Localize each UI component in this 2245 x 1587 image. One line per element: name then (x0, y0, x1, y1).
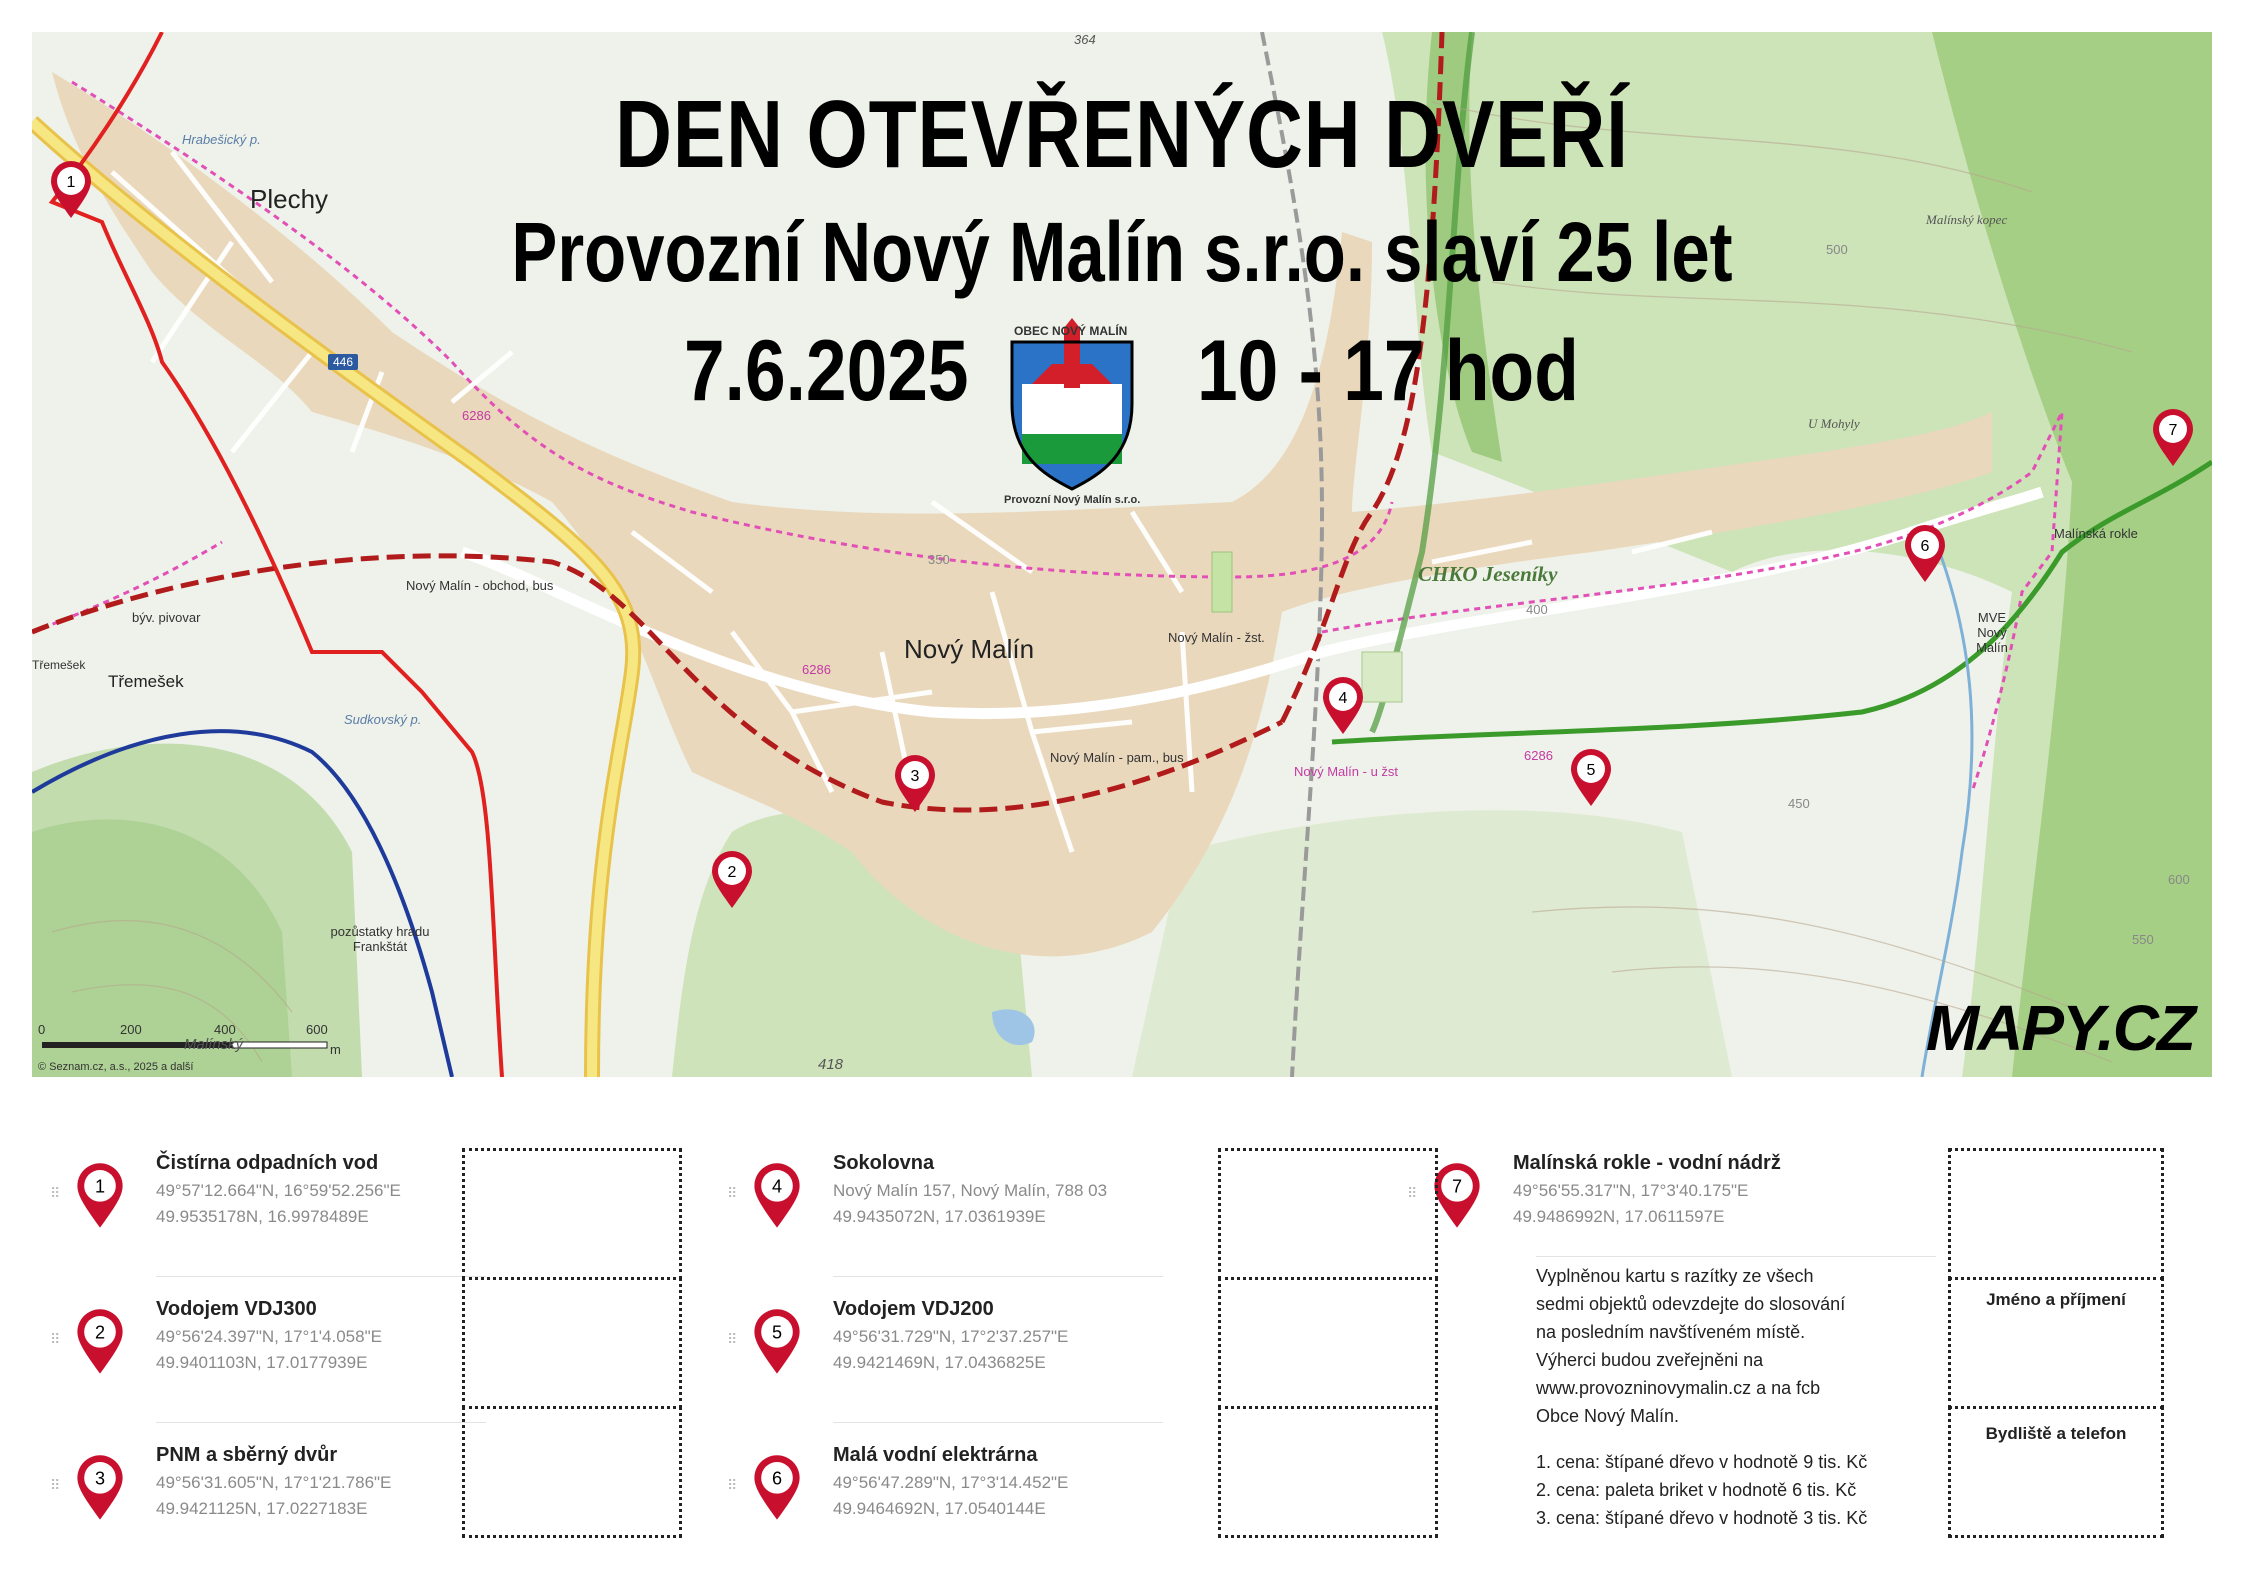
stamp-box-1[interactable] (462, 1148, 682, 1280)
location-pin-number: 5 (771, 1322, 783, 1343)
alt-418: 418 (818, 1056, 844, 1073)
stream-label-1: Hrabešický p. (182, 132, 261, 147)
map-pin-7-label: 7 (2168, 422, 2178, 439)
map-pin-3-label: 3 (910, 768, 920, 785)
place-tremesek: Třemešek (108, 672, 184, 691)
location-name: Malá vodní elektrárna (833, 1444, 1038, 1466)
location-pin-number: 7 (1451, 1176, 1463, 1197)
location-decimal: 49.9421469N, 17.0436825E (833, 1353, 1046, 1372)
alt-400: 400 (1526, 602, 1548, 617)
drag-handle-icon[interactable]: ⠿ (50, 1331, 61, 1347)
location-pin-icon (74, 1162, 126, 1230)
stamp-box-6[interactable] (1218, 1406, 1438, 1538)
alt-364: 364 (1074, 32, 1096, 47)
location-dms: 49°56'31.729"N, 17°2'37.257"E (833, 1327, 1069, 1346)
divider (833, 1422, 1163, 1423)
stamp-box-7[interactable] (1948, 1148, 2164, 1280)
divider (833, 1276, 1163, 1277)
map-pin-4-label: 4 (1338, 690, 1348, 707)
location-entry[interactable] (1513, 1152, 1781, 1227)
prize-2: 2. cena: paleta briket v hodnotě 6 tis. Kč (1536, 1480, 1857, 1500)
mapy-logo (1926, 991, 2194, 1065)
location-pin-icon (751, 1308, 803, 1376)
label-pivovar: býv. pivovar (132, 610, 201, 625)
location-decimal: 49.9486992N, 17.0611597E (1513, 1207, 1725, 1226)
note-line-2: sedmi objektů odevzdejte do slosování (1536, 1294, 1846, 1314)
alt-500: 500 (1826, 242, 1848, 257)
label-u-zst: Nový Malín - u žst (1294, 764, 1399, 779)
map-copyright[interactable]: © Seznam.cz, a.s., 2025 a další (38, 1061, 194, 1073)
scale-600: 600 (306, 1022, 328, 1037)
label-hrad: pozůstatky hradu Frankštát (330, 924, 430, 954)
location-pin-icon (74, 1454, 126, 1522)
divider (1536, 1256, 1936, 1257)
label-u-mohyly: U Mohyly (1808, 416, 1860, 431)
note-line-1: Vyplněnou kartu s razítky ze všech (1536, 1266, 1814, 1286)
location-decimal: 49.9401103N, 17.0177939E (156, 1353, 368, 1372)
address-box-label: Bydliště a telefon (1985, 1424, 2127, 1443)
location-dms: 49°57'12.664"N, 16°59'52.256"E (156, 1181, 401, 1200)
map-pin-1-label: 1 (66, 174, 76, 191)
route-label-c: 6286 (1524, 748, 1553, 763)
divider (156, 1422, 486, 1423)
location-name: Čistírna odpadních vod (156, 1152, 379, 1174)
chko-label: CHKO Jeseníky (1418, 562, 1558, 586)
location-name: Malínská rokle - vodní nádrž (1513, 1152, 1781, 1174)
mapy-logo-text: MAPY.CZ (1925, 992, 2194, 1064)
scale-200: 200 (120, 1022, 142, 1037)
scale-unit: m (330, 1042, 341, 1057)
crest-top-text: OBEC NOVÝ MALÍN (1014, 324, 1128, 338)
stamp-box-3[interactable] (462, 1406, 682, 1538)
location-dms: Nový Malín 157, Nový Malín, 788 03 (833, 1181, 1108, 1200)
stream-label-3: Malínský (184, 1036, 244, 1053)
drag-handle-icon[interactable]: ⠿ (727, 1331, 738, 1347)
scale-400: 400 (214, 1022, 236, 1037)
prize-1: 1. cena: štípané dřevo v hodnotě 9 tis. Kč (1536, 1452, 1868, 1472)
location-entry[interactable] (833, 1152, 1107, 1227)
divider (156, 1276, 486, 1277)
location-name: PNM a sběrný dvůr (156, 1444, 338, 1466)
scale-0: 0 (38, 1022, 46, 1037)
map-pin-1[interactable] (48, 160, 94, 220)
location-decimal: 49.9421125N, 17.0227183E (156, 1499, 368, 1518)
location-pin-number: 2 (94, 1322, 106, 1343)
location-entry[interactable] (156, 1444, 391, 1519)
map-pin-4[interactable] (1320, 676, 1366, 736)
location-dms: 49°56'47.289"N, 17°3'14.452"E (833, 1473, 1069, 1492)
note-line-3: na posledním navštíveném místě. (1536, 1322, 1806, 1342)
stream-label-2: Sudkovský p. (344, 712, 422, 727)
stamp-box-5[interactable] (1218, 1277, 1438, 1409)
location-name: Vodojem VDJ300 (156, 1298, 317, 1320)
crest-bottom-text: Provozní Nový Malín s.r.o. (1004, 494, 1141, 506)
road-number: 446 (328, 354, 358, 370)
location-pin-icon (751, 1162, 803, 1230)
location-decimal: 49.9464692N, 17.0540144E (833, 1499, 1046, 1518)
prize-3: 3. cena: štípané dřevo v hodnotě 3 tis. Kč (1536, 1508, 1868, 1528)
map-pin-7[interactable] (2150, 408, 2196, 468)
location-pin-icon (1431, 1162, 1483, 1230)
label-tremesek-small: Třemešek (32, 658, 86, 672)
route-label-b: 6286 (802, 662, 831, 677)
note-line-6: Obce Nový Malín. (1536, 1406, 1680, 1426)
location-entry[interactable] (833, 1444, 1068, 1519)
alt-550: 550 (2132, 932, 2154, 947)
event-hours: 10 - 17 hod (1197, 323, 1579, 419)
location-name: Vodojem VDJ200 (833, 1298, 994, 1320)
location-dms: 49°56'31.605"N, 17°1'21.786"E (156, 1473, 392, 1492)
map[interactable] (32, 32, 2212, 1077)
map-pin-6[interactable] (1902, 524, 1948, 584)
location-pin-number: 6 (771, 1468, 783, 1489)
name-box-label: Jméno a příjmení (1986, 1290, 2126, 1309)
location-decimal: 49.9535178N, 16.9978489E (156, 1207, 369, 1226)
location-pin-number: 4 (771, 1176, 783, 1197)
label-pam: Nový Malín - pam., bus (1050, 750, 1184, 765)
location-pin-icon (74, 1308, 126, 1376)
map-pin-5-label: 5 (1586, 762, 1596, 779)
location-pin-icon (751, 1454, 803, 1522)
place-novy-malin: Nový Malín (904, 634, 1035, 664)
location-pin-number: 1 (94, 1176, 106, 1197)
label-zst: Nový Malín - žst. (1168, 630, 1265, 645)
label-mve: MVE Nový Malín (1976, 610, 2008, 655)
stamp-box-4[interactable] (1218, 1148, 1438, 1280)
location-dms: 49°56'55.317"N, 17°3'40.175"E (1513, 1181, 1749, 1200)
place-plechy: Plechy (250, 184, 329, 214)
location-decimal: 49.9435072N, 17.0361939E (833, 1207, 1046, 1226)
drag-handle-icon[interactable]: ⠿ (50, 1477, 61, 1493)
drag-handle-icon[interactable]: ⠿ (727, 1185, 738, 1201)
drag-handle-icon[interactable]: ⠿ (727, 1477, 738, 1493)
drag-handle-icon[interactable]: ⠿ (1407, 1185, 1418, 1201)
event-date: 7.6.2025 (684, 323, 969, 419)
alt-450: 450 (1788, 796, 1810, 811)
note-line-5: www.provozninovymalin.cz a na fcb (1536, 1378, 1821, 1398)
location-dms: 49°56'24.397"N, 17°1'4.058"E (156, 1327, 382, 1346)
drag-handle-icon[interactable]: ⠿ (50, 1185, 61, 1201)
map-pin-5[interactable] (1568, 748, 1614, 808)
route-label-a: 6286 (462, 408, 491, 423)
poster-subtitle: Provozní Nový Malín s.r.o. slaví 25 let (511, 205, 1733, 299)
label-malinska-rokle: Malínská rokle (2054, 526, 2138, 541)
location-entry[interactable] (156, 1298, 382, 1373)
map-pin-3[interactable] (892, 754, 938, 814)
poster-title: DEN OTEVŘENÝCH DVEŘÍ (615, 81, 1629, 188)
location-name: Sokolovna (833, 1152, 935, 1174)
map-pin-6-label: 6 (1920, 538, 1930, 555)
label-obchod: Nový Malín - obchod, bus (406, 578, 554, 593)
location-entry[interactable] (833, 1298, 1068, 1373)
stamp-box-2[interactable] (462, 1277, 682, 1409)
alt-350: 350 (928, 552, 950, 567)
alt-600: 600 (2168, 872, 2190, 887)
map-pin-2-label: 2 (727, 864, 737, 881)
label-malinsky-kopec: Malínský kopec (1926, 212, 2008, 227)
instructions (1536, 1262, 1946, 1430)
map-pin-2[interactable] (709, 850, 755, 910)
note-line-4: Výherci budou zveřejněni na (1536, 1350, 1764, 1370)
location-pin-number: 3 (94, 1468, 106, 1489)
crest (1012, 318, 1132, 489)
location-entry[interactable] (156, 1152, 401, 1227)
